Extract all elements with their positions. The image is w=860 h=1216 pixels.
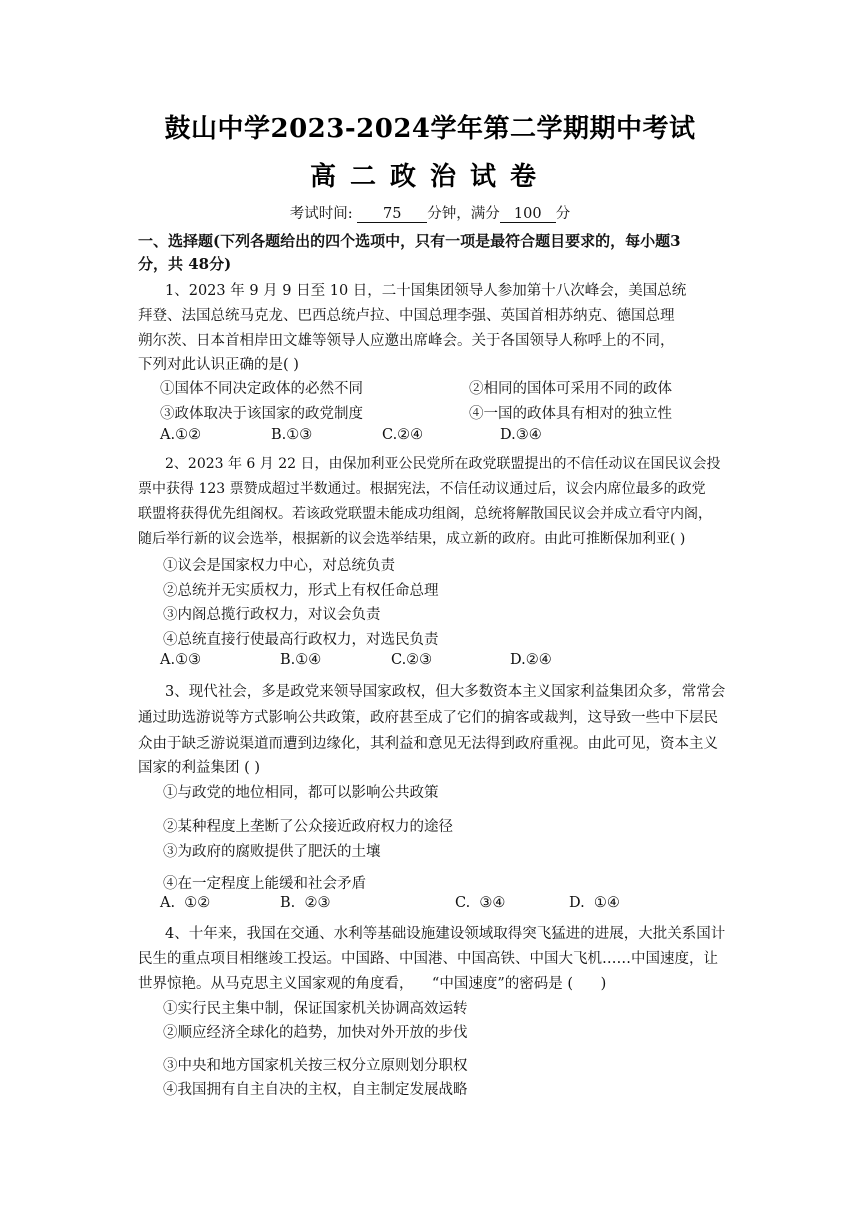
- q3-stem-line: 国家的利益集团 ( ): [138, 760, 261, 776]
- q4-stem-line: 世界惊艳。从马克思主义国家观的角度看， “中国速度”的密码是 ( ): [138, 976, 607, 992]
- q3-choice-b[interactable]: B. ②③: [280, 895, 331, 911]
- q1-choice-b[interactable]: B.①③: [271, 427, 313, 443]
- q2-stem-line: 票中获得 123 票赞成超过半数通过。根据宪法，不信任动议通过后，议会内席位最多的政党: [138, 481, 706, 497]
- q2-item: ③内阁总揽行政权力，对议会负责: [163, 607, 381, 623]
- q3-choice-d[interactable]: D. ①④: [569, 895, 620, 911]
- q4-stem-line: 民生的重点项目相继竣工投运。中国路、中国港、中国高铁、中国大飞机……中国速度，让: [138, 951, 718, 967]
- exam-meta: [0, 202, 860, 223]
- q2-item: ①议会是国家权力中心，对总统负责: [163, 558, 395, 574]
- q1-item: ①国体不同决定政体的必然不同: [160, 381, 363, 397]
- q2-item: ④总统直接行使最高行政权力，对选民负责: [163, 632, 439, 648]
- q1-stem-line: 朔尔茨、日本首相岸田文雄等领导人应邀出席峰会。关于各国领导人称呼上的不同，: [138, 333, 675, 349]
- q4-item: ①实行民主集中制，保证国家机关协调高效运转: [163, 1001, 468, 1017]
- q3-choice-a[interactable]: A. ①②: [160, 895, 211, 911]
- q4-item: ③中央和地方国家机关按三权分立原则划分职权: [163, 1058, 468, 1074]
- q2-stem-line: 联盟将获得优先组阁权。若该政党联盟未能成功组阁，总统将解散国民议会并成立看守内阁，: [138, 506, 712, 522]
- subject-title: 高二政治试卷: [309, 162, 550, 192]
- q2-choice-a[interactable]: A.①③: [160, 652, 202, 668]
- q1-item: ②相同的国体可采用不同的政体: [469, 381, 672, 397]
- full-score-value: 100: [500, 206, 556, 223]
- q1-item: ④一国的政体具有相对的独立性: [469, 406, 672, 422]
- q4-stem-line: 4、十年来，我国在交通、水利等基础设施建设领域取得突飞猛进的进展，大批关系国计: [165, 926, 726, 942]
- q2-item: ②总统并无实质权力，形式上有权任命总理: [163, 583, 439, 599]
- q4-item: ④我国拥有自主自决的主权，自主制定发展战略: [163, 1082, 468, 1098]
- q2-stem-line: 随后举行新的议会选举，根据新的议会选举结果，成立新的政府。由此可推断保加利亚( ): [138, 531, 686, 547]
- q3-item: ②某种程度上垄断了公众接近政府权力的途径: [163, 819, 453, 835]
- q1-stem-line: 下列对此认识正确的是( ): [138, 357, 299, 373]
- q1-item: ③政体取决于该国家的政党制度: [160, 406, 363, 422]
- q1-choice-c[interactable]: C.②④: [382, 427, 424, 443]
- minutes-full-label: 分钟，满分: [427, 206, 500, 222]
- q1-choice-a[interactable]: A.①②: [160, 427, 202, 443]
- q2-choice-b[interactable]: B.①④: [280, 652, 322, 668]
- q3-choice-c[interactable]: C. ③④: [455, 895, 506, 911]
- section-heading-line2: 分，共 48分): [138, 255, 232, 273]
- exam-time-value: 75: [357, 206, 427, 223]
- q3-item: ④在一定程度上能缓和社会矛盾: [163, 876, 366, 892]
- q2-choice-d[interactable]: D.②④: [510, 652, 552, 668]
- q1-stem-line: 拜登、法国总统马克龙、巴西总统卢拉、中国总理李强、英国首相苏纳克、德国总理: [138, 308, 675, 324]
- q3-stem-line: 众由于缺乏游说渠道而遭到边缘化，其利益和意见无法得到政府重视。由此可见，资本主义: [138, 736, 718, 752]
- exam-time-label: 考试时间:: [289, 206, 353, 222]
- points-unit: 分: [555, 206, 571, 222]
- q4-item: ②顺应经济全球化的趋势，加快对外开放的步伐: [163, 1025, 468, 1041]
- school-exam-title: 鼓山中学2023-2024学年第二学期期中考试: [164, 114, 696, 144]
- q3-stem-line: 3、现代社会，多是政党来领导国家政权，但大多数资本主义国家利益集团众多，常常会: [165, 684, 726, 700]
- q1-choice-d[interactable]: D.③④: [500, 427, 542, 443]
- section-heading-line1: 一、选择题(下列各题给出的四个选项中，只有一项是最符合题目要求的，每小题3: [138, 232, 681, 250]
- q1-stem-line: 1、2023 年 9 月 9 日至 10 日，二十国集团领导人参加第十八次峰会，美国总统: [165, 283, 687, 299]
- q3-item: ③为政府的腐败提供了肥沃的土壤: [163, 844, 381, 860]
- q3-item: ①与政党的地位相同，都可以影响公共政策: [163, 785, 439, 801]
- q2-choice-c[interactable]: C.②③: [391, 652, 433, 668]
- q2-stem-line: 2、2023 年 6 月 22 日，由保加利亚公民党所在政党联盟提出的不信任动议在国民议会投: [165, 456, 721, 472]
- q3-stem-line: 通过助选游说等方式影响公共政策，政府甚至成了它们的掮客或裁判，这导致一些中下层民: [138, 710, 718, 726]
